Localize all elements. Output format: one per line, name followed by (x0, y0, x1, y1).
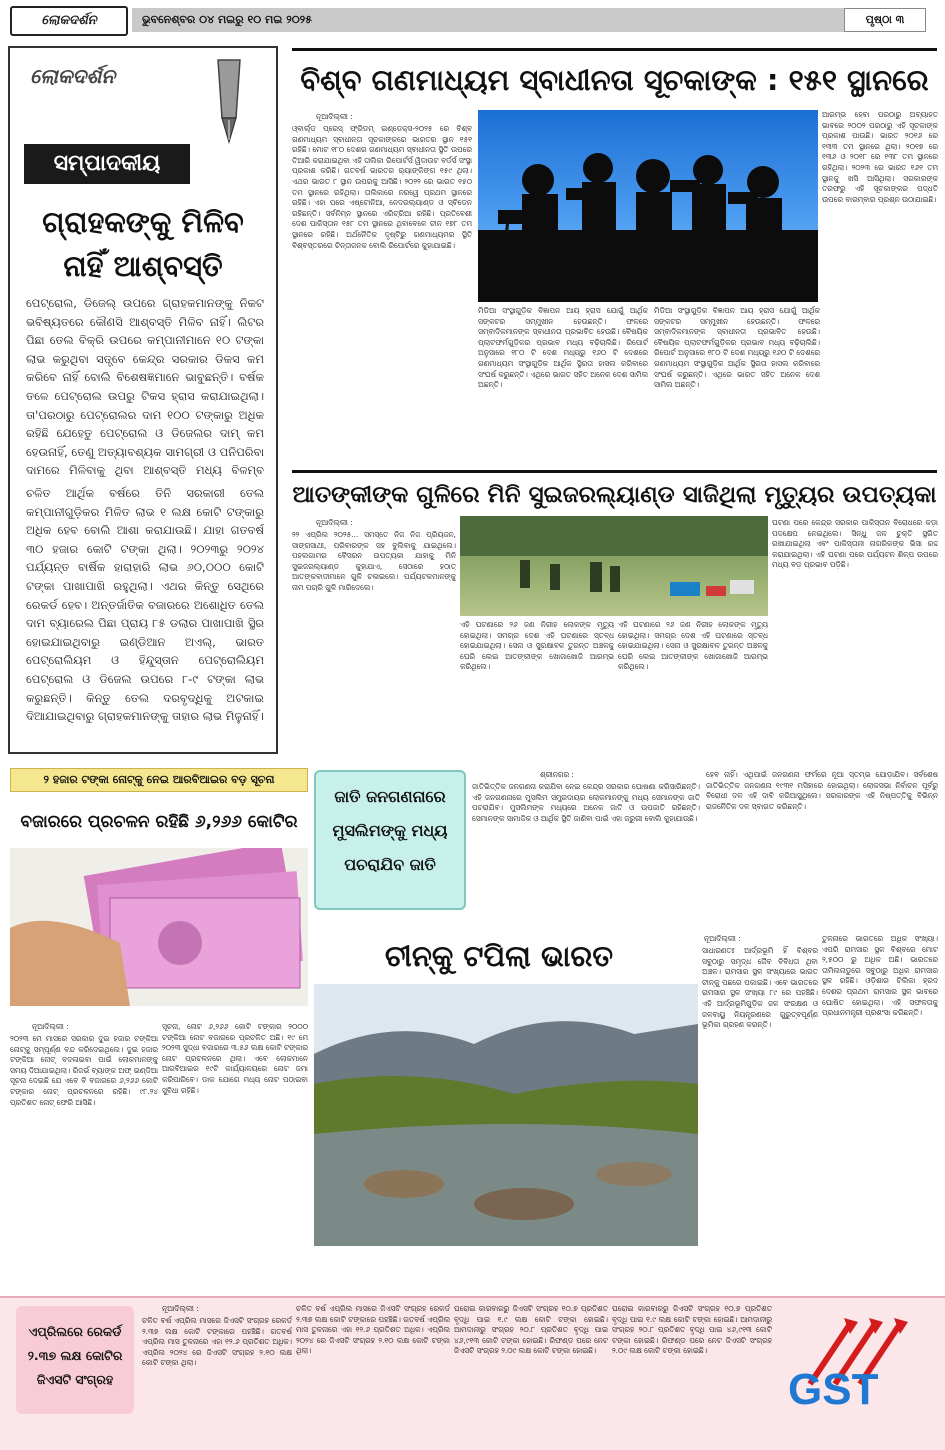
press-photographers-photo (478, 110, 818, 302)
gst-graphic (780, 1304, 930, 1424)
soldiers-in-valley-image (460, 516, 768, 616)
story-column: ମିଡିଆ ସଂସ୍ଥାଗୁଡ଼ିକ ବିଜ୍ଞାପନ ଆୟ ହ୍ରାସ ଯୋଗୁଁ ଆର୍ଥିକ ସଙ୍କଟର ସମ୍ମୁଖୀନ ହେଉଛନ୍ତି। ଫଳରେ ସମ୍ବାଦିକମାନଙ୍କ ସ୍ବାଧୀନତା ପ୍ରଭାବିତ ହେଉଛି। ବୈଷୟିକ ପ୍ଲାଟଫର୍ମଗୁଡ଼ିକର ପ୍ରଭାବ ମଧ୍ୟ ବଢ଼ିଚାଲିଛି। ରିପୋର୍ଟ ଅନୁସାରେ ୧୮୦ ଟି ଦେଶ ମଧ୍ୟରୁ ୧୬୦ ଟି ଦେଶରେ ଗଣମାଧ୍ୟମ ସଂସ୍ଥାଗୁଡ଼ିକ ଆର୍ଥିକ ସ୍ଥିରତା ହାସଲ କରିବାରେ ସଂଘର୍ଷ କରୁଛନ୍ତି। ଏଥିରେ ଭାରତ ସହିତ ଅନେକ ଦେଶ ସାମିଲ ଅଛନ୍ତି। (478, 306, 648, 390)
story-column: ୨୨ ଏପ୍ରିଲ ୨୦୨୫... ସମସ୍ତେ ନିଜ ନିଜ ପ୍ରିୟଜନ, ସାଙ୍ଗସାଥୀ, ପରିବାରଙ୍କ ସହ ବୁଲିବାକୁ ଯାଇଥିଲେ। ପହଲଗାମର ବୈସରନ ଉପତ୍ୟକା ଯାହାକୁ ମିନି ସୁଇଜରଲ୍ୟାଣ୍ଡ କୁହାଯାଏ, ସେଠାରେ ହଠାତ୍ ଆତଙ୍କବାଦୀମାନେ ଗୁଳି ଚଳାଇଲେ। ପର୍ଯ୍ୟଟକମାନଙ୍କୁ ନାମ ପଚାରି ଗୁଳି ମାରିଦେଲେ। (292, 530, 456, 592)
story-column: ହେବ ନାହିଁ। ଏଥିପାଇଁ ଜନଗଣନା ଫର୍ମରେ ନୂଆ ସ୍ତମ୍ଭ ଯୋଡ଼ାଯିବ। ସର୍ବଶେଷ ଜାତିଭିତ୍ତିକ ଜନଗଣନା ୧୯୩୧ ମସିହାରେ ହୋଇଥିଲା। ଲୋକସଭା ନିର୍ବାଚନ ପୂର୍ବରୁ ବିରୋଧୀ ଦଳ ଏହି ଦାବି କରିଆସୁଥିଲେ। ସରକାରଙ୍କ ଏହି ନିଷ୍ପତ୍ତିକୁ ବିଭିନ୍ନ ରାଜନୈତିକ ଦଳ ସ୍ବାଗତ କରିଛନ୍ତି। (706, 770, 938, 811)
editorial-paragraph: ଚଳିତ ଆର୍ଥିକ ବର୍ଷରେ ତିନି ସରକାରୀ ତେଲ କମ୍ପାନୀଗୁଡ଼ିକର ମିଳିତ ଲାଭ ୧ ଲକ୍ଷ କୋଟି ଟଙ୍କାରୁ ଅଧିକ ହେବ ବୋଲି ଆଶା କରାଯାଉଛି। ଯାହା ଗତବର୍ଷ ୩୦ ହଜାର କୋଟି ଟଙ୍କା ଥିଲା। ୨୦୨୩ରୁ ୨୦୨୪ ପର୍ଯ୍ୟନ୍ତ ବାର୍ଷିକ ହାରାହାରି ଲାଭ ୬୦,୦୦୦ କୋଟି ଟଙ୍କା ପାଖାପାଖି ରହୁଥିଲା। ଏଥର କିନ୍ତୁ ସେଥିରେ ରେକର୍ଡ ହେବ। ଅନ୍ତର୍ଜାତିକ ବଜାରରେ ଅଶୋଧିତ ତେଲ ଦାମ ବ୍ୟାରେଲ ପିଛା ପ୍ରାୟ ୮୫ ଡଲାର ପାଖାପାଖି ସ୍ଥିର ହୋଇଯାଇଥିବାରୁ ଇଣ୍ଡିଆନ ଅଏଲ୍, ଭାରତ ପେଟ୍ରୋଲିୟମ ଓ ହିନ୍ଦୁସ୍ତାନ ପେଟ୍ରୋଲିୟମ ପେଟ୍ରୋଲ ଓ ଡିଜେଲ ଉପରେ ୮-୯ ଟଙ୍କା ଲାଭ କରୁଛନ୍ତି। କିନ୍ତୁ ତେଲ ଦରବୃଦ୍ଧିକୁ ଅଟକାଇ ଦିଆଯାଇଥିବାରୁ ଗ୍ରାହକମାନଙ୍କୁ ତାହାର ଲାଭ ମିଳୁନାହିଁ। (26, 486, 264, 724)
story-byline: ନୂଆଦିଲ୍ଲୀ : (704, 934, 741, 943)
masthead (0, 0, 945, 42)
story-column: ଏହି ଘଟଣାରେ ୨୬ ଜଣ ନିରୀହ ଲୋକଙ୍କ ମୃତ୍ୟୁ ହୋଇଥିଲା। ସମଗ୍ର ଦେଶ ଏହି ଘଟଣାରେ ସ୍ତବ୍ଧ ହୋଇଯାଇଥିଲା। ସେନା ଓ ସୁରକ୍ଷାବଳ ତୁରନ୍ତ ଅଞ୍ଚଳକୁ ଘେରି ଲେଇ ଆତଙ୍କୀଙ୍କ ଖୋଜାଖୋଜି ଆରମ୍ଭ କରିଥିଲେ। (618, 620, 768, 672)
editorial-paragraph: ପେଟ୍ରୋଲ, ଡିଜେଲ୍ ଉପରେ ଗ୍ରାହକମାନଙ୍କୁ ନିକଟ ଭବିଷ୍ୟତରେ କୌଣସି ଆଶ୍ବସ୍ତି ମିଳିବ ନାହିଁ। ଲିଟର ପିଛା ତେଲ ବିକ୍ରି ଉପରେ କମ୍ପାନୀମାନେ ୧୦ ଟଙ୍କା ଲାଭ କରୁଥିବା ସତ୍ତ୍ବେ କେନ୍ଦ୍ର ସରକାର ଡିକସ କମ କରିବେ ନାହିଁ ବୋଲି ବିଶେଷଜ୍ଞମାନେ ଭାବୁଛନ୍ତି। ବର୍ଷକ ତଳେ ପେଟ୍ରୋଲ ଉପରୁ ଟିକସ ହ୍ରାସ କରାଯାଇଥିଲା। ତା'ପରଠାରୁ ପେଟ୍ରୋଲର ଦାମ ୧୦୦ ଟଙ୍କାରୁ ଅଧିକ ରହିଛି ଯେହେତୁ ପେଟ୍ରୋଲ ଓ ଡିଜେଲର ଦାମ୍ କମ ହେଉନାହିଁ, ତେଣୁ ଅତ୍ୟାବଶ୍ୟକ ସାମଗ୍ରୀ ଓ ପନିପରିବା ଦାମରେ ମିଳିବାକୁ ଥିବା ଆଶ୍ବସ୍ତି ମଧ୍ୟ ବିଳମ୍ବ (26, 296, 264, 478)
story-column: ୨୦୨୩ ମେ ମାସରେ ସରକାର ଦୁଇ ହଜାର ଟଙ୍କିଆ ନୋଟ୍‌କୁ ସମ୍ପୂର୍ଣ୍ଣ ବନ୍ଦ କରିଦେଇଥିଲେ। ଦୁଇ ହଜାର ଟଙ୍କିଆ ନୋଟ୍ ବଦଳାଇବା ପାଇଁ ଲୋକମାନଙ୍କୁ ସମୟ ଦିଆଯାଇଥିଲା। ରିଜର୍ଭ ବ୍ୟାଙ୍କ ଅଫ୍ ଇଣ୍ଡିଆ ସୂଚନା ଦେଇଛି ଯେ ଏବେ ବି ବଜାରରେ ୬,୨୬୬ କୋଟି ଟଙ୍କାର ନୋଟ୍ ପ୍ରଚଳନରେ ରହିଛି। ୯୮.୨୪ ପ୍ରତିଶତ ନୋଟ୍ ଫେରି ଆସିଛି। (10, 1034, 158, 1107)
story-byline: ନୂଆଦିଲ୍ଲୀ : (316, 518, 353, 527)
story-column: ସୂଚନା, ନୋଟ ୬,୨୬୬ କୋଟି ଟଙ୍କାର ୨୦୦୦ ଟଙ୍କିଆ ନୋଟ ବଜାରରେ ପ୍ରଚଳିତ ଅଛି। ୧୯ ମେ ୨୦୨୩ ସୁଦ୍ଧା ବଜାରରେ ୩.୫୬ ଲକ୍ଷ କୋଟି ଟଙ୍କାର ନୋଟ ପ୍ରଚଳନରେ ଥିଲା। ଏବେ ଲୋକମାନେ ଆରବିଆଇର ୧୯ଟି କାର୍ଯ୍ୟାଳୟରେ ନୋଟ ଜମା କରିପାରିବେ। ଡାକ ଯୋଗେ ମଧ୍ୟ ନୋଟ ପଠାଇବା ସୁବିଧା ରହିଛି। (162, 1022, 308, 1095)
newspaper-logo-text: ଲୋକଦର୍ଶନ (41, 13, 97, 28)
kashmir-valley-photo (460, 516, 768, 616)
story-column: ମିଡିଆ ସଂସ୍ଥାଗୁଡ଼ିକ ବିଜ୍ଞାପନ ଆୟ ହ୍ରାସ ଯୋଗୁଁ ଆର୍ଥିକ ସଙ୍କଟର ସମ୍ମୁଖୀନ ହେଉଛନ୍ତି। ଫଳରେ ସମ୍ବାଦିକମାନଙ୍କ ସ୍ବାଧୀନତା ପ୍ରଭାବିତ ହେଉଛି। ବୈଷୟିକ ପ୍ଲାଟଫର୍ମଗୁଡ଼ିକର ପ୍ରଭାବ ମଧ୍ୟ ବଢ଼ିଚାଲିଛି। ରିପୋର୍ଟ ଅନୁସାରେ ୧୮୦ ଟି ଦେଶ ମଧ୍ୟରୁ ୧୬୦ ଟି ଦେଶରେ ଗଣମାଧ୍ୟମ ସଂସ୍ଥାଗୁଡ଼ିକ ଆର୍ଥିକ ସ୍ଥିରତା ହାସଲ କରିବାରେ ସଂଘର୍ଷ କରୁଛନ୍ତି। ଏଥିରେ ଭାରତ ସହିତ ଅନେକ ଦେଶ ସାମିଲ ଅଛନ୍ତି। (654, 306, 820, 390)
story-column: ସାଧାରଣତଃ ଆର୍ଦ୍ରଭୂମି ହିଁ ବିଶ୍ବର ସବୁଠାରୁ ସମୃଦ୍ଧ ଜୈବ ବିବିଧତା ଥିବା ଅଞ୍ଚଳ। ରାମସାର ସ୍ଥଳ ସଂଖ୍ୟାରେ ଭାରତ ଚୀନ୍‌କୁ ପଛରେ ପକାଇଛି। ଏବେ ଭାରତରେ ରାମସାର ସ୍ଥଳ ସଂଖ୍ୟା ୮୯ ରେ ପହଞ୍ଚିଛି। ଏହି ଆର୍ଦ୍ରଭୂମିଗୁଡ଼ିକ ଜଳ ସଂରକ୍ଷଣ ଓ ଜଳବାୟୁ ନିୟନ୍ତ୍ରଣରେ ଗୁରୁତ୍ବପୂର୍ଣ୍ଣ ଭୂମିକା ଗ୍ରହଣ କରନ୍ତି। (702, 946, 818, 1030)
story-column: ଚଳିତ ବର୍ଷ ଏପ୍ରିଲ ମାସରେ ଜିଏସଟି ସଂଗ୍ରହ ରେକର୍ଡ ୨.୩୭ ଲକ୍ଷ କୋଟି ଟଙ୍କାରେ ପହଞ୍ଚିଛି। ଗତବର୍ଷ ଏପ୍ରିଲ ମାସ ତୁଳନାରେ ଏହା ୧୨.୬ ପ୍ରତିଶତ ଅଧିକ। ଏପ୍ରିଲ ୨୦୨୪ ରେ ଜିଏସଟି ସଂଗ୍ରହ ୨.୧୦ ଲକ୍ଷ କୋଟି ଟଙ୍କା ଥିଲା। (142, 1316, 292, 1368)
editorial-logo (20, 54, 260, 144)
editorial-brand: ଲୋକଦର୍ଶନ (30, 64, 115, 88)
currency-notes-photo (10, 848, 308, 1006)
story-column: ଚଳିତ ବର୍ଷ ଏପ୍ରିଲ ମାସରେ ଜିଏସଟି ସଂଗ୍ରହ ରେକର୍ଡ ୨.୩୭ ଲକ୍ଷ କୋଟି ଟଙ୍କାରେ ପହଞ୍ଚିଛି। ଗତବର୍ଷ ଏପ୍ରିଲ ମାସ ତୁଳନାରେ ଏହା ୧୨.୬ ପ୍ରତିଶତ ଅଧିକ। ଏପ୍ରିଲ ୨୦୨୪ ରେ ଜିଏସଟି ସଂଗ୍ରହ ୨.୧୦ ଲକ୍ଷ କୋଟି ଟଙ୍କା ଥିଲା। (296, 1304, 450, 1356)
story-byline: ନୂଆଦିଲ୍ଲୀ : (32, 1022, 69, 1031)
gst-headline-box: ଏପ୍ରିଲରେ ରେକର୍ଡ ୨.୩୭ ଲକ୍ଷ କୋଟିର ଜିଏସଟି ସଂଗ୍ରହ (16, 1306, 134, 1414)
gst-arrows-icon (780, 1304, 930, 1424)
story-byline: ଶ୍ରୀନଗର : (540, 770, 574, 779)
story-byline: ନୂଆଦିଲ୍ଲୀ : (162, 1304, 199, 1313)
fountain-pen-icon (210, 58, 250, 144)
caste-census-highlight-box: ଜାତି ଜନଗଣନାରେ ମୁସଲିମଙ୍କୁ ମଧ୍ୟ ପଚରାଯିବ ଜାତି (314, 770, 466, 910)
issue-date: ଭୁବନେଶ୍ବର ୦୪ ମଇରୁ ୧୦ ମଇ ୨୦୨୫ (142, 13, 313, 26)
story-column: ଘରୋଇ କାରବାରରୁ ଜିଏସଟି ସଂଗ୍ରହ ୧୦.୭ ପ୍ରତିଶତ ବୃଦ୍ଧି ପାଇ ୧.୯ ଲକ୍ଷ କୋଟି ଟଙ୍କା ହୋଇଛି। ଆମଦାନୀରୁ ସଂଗ୍ରହ ୨୦.୮ ପ୍ରତିଶତ ବୃଦ୍ଧି ପାଇ ୪୬,୯୧୩ କୋଟି ଟଙ୍କା ହୋଇଛି। ରିଫଣ୍ଡ ପରେ ନେଟ ଜିଏସଟି ସଂଗ୍ରହ ୨.୦୯ ଲକ୍ଷ କୋଟି ଟଙ୍କା ହୋଇଛି। (612, 1304, 772, 1356)
photographers-silhouette-image (478, 110, 818, 302)
story-column: ଘଟଣା ପରେ କେନ୍ଦ୍ର ସରକାର ପାକିସ୍ତାନ ବିରୋଧରେ କଡ଼ା ପଦକ୍ଷେପ ନେଇଥିଲେ। ସିନ୍ଧୁ ଜଳ ଚୁକ୍ତି ସ୍ଥଗିତ ରଖାଯାଇଥିଲା ଏବଂ ପାକିସ୍ତାନୀ ନାଗରିକଙ୍କ ଭିସା ରଦ୍ଦ କରାଯାଇଥିଲା। ଏହି ଘଟଣା ପରେ ପର୍ଯ୍ୟଟନ ଶିଳ୍ପ ଉପରେ ମଧ୍ୟ ବଡ଼ ପ୍ରଭାବ ପଡ଼ିଛି। (772, 518, 938, 570)
story-column: ଆରମ୍ଭ ହେବା ପରଠାରୁ ଅବ୍ୟାହତ ଭାବରେ ୨୦୦୨ ପରଠାରୁ ଏହି ସୂଚକାଙ୍କ ପ୍ରକାଶ ପାଉଛି। ଭାରତ ୨୦୧୬ ରେ ୧୩୩ ତମ ସ୍ଥାନରେ ଥିଲା। ୨୦୧୭ ରେ ୧୩୬ ଓ ୨୦୧୮ ରେ ୧୩୮ ତମ ସ୍ଥାନରେ ରହିଥିଲା। ୨୦୨୩ ରେ ଭାରତ ୧୬୧ ତମ ସ୍ଥାନକୁ ଖସି ଆସିଥିଲା। ସରକାରଙ୍କ ତରଫରୁ ଏହି ସୂଚକାଙ୍କର ପଦ୍ଧତି ଉପରେ ବାରମ୍ବାର ପ୍ରଶ୍ନ ଉଠାଯାଇଛି। (822, 110, 938, 204)
editorial-label: ସମ୍ପାଦକୀୟ (24, 144, 190, 184)
story-headline: ଆତଙ୍କୀଙ୍କ ଗୁଳିରେ ମିନି ସୁଇଜରଲ୍ୟାଣ୍ଡ ସାଜିଥିଲା ମୃତ୍ୟୁର ଉପତ୍ୟକା (292, 470, 937, 516)
page-number: ପୃଷ୍ଠା ୩ (844, 8, 926, 32)
newspaper-logo (10, 6, 128, 36)
story-headline: ଚୀନ୍‌କୁ ଟପିଲା ଭାରତ (384, 939, 614, 973)
editorial-box (8, 46, 278, 754)
editorial-title: ଗ୍ରାହକଙ୍କୁ ମିଳିବ ନାହିଁ ଆଶ୍ବସ୍ତି (42, 205, 244, 283)
story-column: ତୁଳନାରେ ଭାରତରେ ଅଧିକ ସଂଖ୍ୟା। ଏପରି ରାମସାର ସ୍ଥଳ ବିଶ୍ବରେ ମୋଟ ୨,୫୦୦ ରୁ ଅଧିକ ଅଛି। ଭାରତରେ ତାମିଲନାଡୁରେ ସବୁଠାରୁ ଅଧିକ ରାମସାର ସ୍ଥଳ ରହିଛି। ଓଡ଼ିଶାର ଚିଲିକା ହ୍ରଦ ଦେଶର ପ୍ରଥମ ରାମସାର ସ୍ଥଳ ଭାବରେ ଘୋଷିତ ହୋଇଥିଲା। ଏହି ସଫଳତାକୁ ପ୍ରଧାନମନ୍ତ୍ରୀ ପ୍ରଶଂସା କରିଛନ୍ତି। (822, 934, 938, 1018)
gst-logo-text: GST (788, 1365, 879, 1414)
story-column: ଜାତିଭିତ୍ତିକ ଜନଗଣନା କରାଯିବା ନେଇ କେନ୍ଦ୍ର ସରକାର ଘୋଷଣା କରିସାରିଛନ୍ତି। ଏହି ଜନଗଣନାରେ ମୁସଲିମ ସମ୍ପ୍ରଦାୟର ଲୋକମାନଙ୍କୁ ମଧ୍ୟ ସେମାନଙ୍କ ଜାତି ପଚରାଯିବ। ମୁସଲିମଙ୍କ ମଧ୍ୟରେ ଅନେକ ଜାତି ଓ ଉପଜାତି ରହିଛନ୍ତି। ସେମାନଙ୍କ ସାମାଜିକ ଓ ଆର୍ଥିକ ସ୍ଥିତି ଜାଣିବା ପାଇଁ ଏହା ଜରୁରୀ ବୋଲି କୁହାଯାଉଛି। (472, 782, 700, 823)
wetland-river-photo (314, 984, 698, 1246)
two-thousand-rupee-notes-image (10, 848, 308, 1006)
story-headline: ବଜାରରେ ପ୍ରଚଳନ ରହିଛି ୬,୨୬୬ କୋଟିର (20, 812, 298, 832)
story-headline: ବିଶ୍ବ ଗଣମାଧ୍ୟମ ସ୍ବାଧୀନତା ସୂଚକାଙ୍କ : ୧୫୧ ସ୍ଥାନରେ (292, 48, 937, 108)
masthead-bar (132, 8, 926, 32)
story-column: ଓ୍ବାର୍ଲ୍ଡ ପ୍ରେସ୍ ଫ୍ରିଡମ୍ ଇଣ୍ଡେକ୍ସ-୨୦୨୫ ରେ ବିଶ୍ବ ଗଣମାଧ୍ୟମ ସ୍ବାଧୀନତା ସୂଚକାଙ୍କରେ ଭାରତର ସ୍ଥାନ ୧୫୧ ରହିଛି। ମୋଟ ୧୮୦ ଦେଶର ଗଣମାଧ୍ୟମ ସ୍ବାଧୀନତା ସ୍ଥିତି ଉପରେ ତିଆରି କରାଯାଇଥିବା ଏହି ତାଲିକା ରିପୋର୍ଟର୍ସ ୱିଦାଉଟ ବର୍ଡର୍ସ ସଂସ୍ଥା ପ୍ରକାଶ କରିଛି। ଗତବର୍ଷ ଭାରତର ର‍୍ୟାଙ୍କିଙ୍ଗ ୧୫୯ ଥିଲା। ଏଥର ଭାରତ ୮ ସ୍ଥାନ ଉପରକୁ ଆସିଛି। ୨୦୨୨ ରେ ଭାରତ ୧୫୦ ତମ ସ୍ଥାନରେ ରହିଥିଲା। ତାଲିକାରେ ନରୱେ ପ୍ରଥମ ସ୍ଥାନରେ ରହିଛି। ଏହା ପରେ ଏଷ୍ଟୋନିଆ, ନେଦରଲ୍ୟାଣ୍ଡ ଓ ସ୍ବିଡେନ ରହିଛନ୍ତି। ସର୍ବନିମ୍ନ ସ୍ଥାନରେ ଏରିଟ୍ରିଆ ରହିଛି। ପ୍ରତିବେଶୀ ଦେଶ ପାକିସ୍ତାନ ୧୫୮ ତମ ସ୍ଥାନରେ ଥିବାବେଳେ ଚୀନ ୧୭୮ ତମ ସ୍ଥାନରେ ରହିଛି। ଅର୍ଥନୈତିକ ଦୃଷ୍ଟିରୁ ଗଣମାଧ୍ୟମର ସ୍ଥିତି ବିଶ୍ବସ୍ତରରେ ଚିନ୍ତାଜନକ ବୋଲି ରିପୋର୍ଟରେ କୁହାଯାଇଛି। (292, 124, 472, 250)
rbi-note-kicker: ୨ ହଜାର ଟଙ୍କା ନୋଟ୍‌କୁ ନେଇ ଆରବିଆଇର ବଡ଼ ସୂଚନା (10, 768, 308, 792)
river-landscape-image (314, 984, 698, 1246)
story-column: ଘରୋଇ କାରବାରରୁ ଜିଏସଟି ସଂଗ୍ରହ ୧୦.୭ ପ୍ରତିଶତ ବୃଦ୍ଧି ପାଇ ୧.୯ ଲକ୍ଷ କୋଟି ଟଙ୍କା ହୋଇଛି। ଆମଦାନୀରୁ ସଂଗ୍ରହ ୨୦.୮ ପ୍ରତିଶତ ବୃଦ୍ଧି ପାଇ ୪୬,୯୧୩ କୋଟି ଟଙ୍କା ହୋଇଛି। ରିଫଣ୍ଡ ପରେ ନେଟ ଜିଏସଟି ସଂଗ୍ରହ ୨.୦୯ ଲକ୍ଷ କୋଟି ଟଙ୍କା ହୋଇଛି। (454, 1304, 608, 1356)
story-byline: ନୂଆଦିଲ୍ଲୀ : (316, 112, 353, 121)
story-column: ଏହି ଘଟଣାରେ ୨୬ ଜଣ ନିରୀହ ଲୋକଙ୍କ ମୃତ୍ୟୁ ହୋଇଥିଲା। ସମଗ୍ର ଦେଶ ଏହି ଘଟଣାରେ ସ୍ତବ୍ଧ ହୋଇଯାଇଥିଲା। ସେନା ଓ ସୁରକ୍ଷାବଳ ତୁରନ୍ତ ଅଞ୍ଚଳକୁ ଘେରି ଲେଇ ଆତଙ୍କୀଙ୍କ ଖୋଜାଖୋଜି ଆରମ୍ଭ କରିଥିଲେ। (460, 620, 614, 672)
